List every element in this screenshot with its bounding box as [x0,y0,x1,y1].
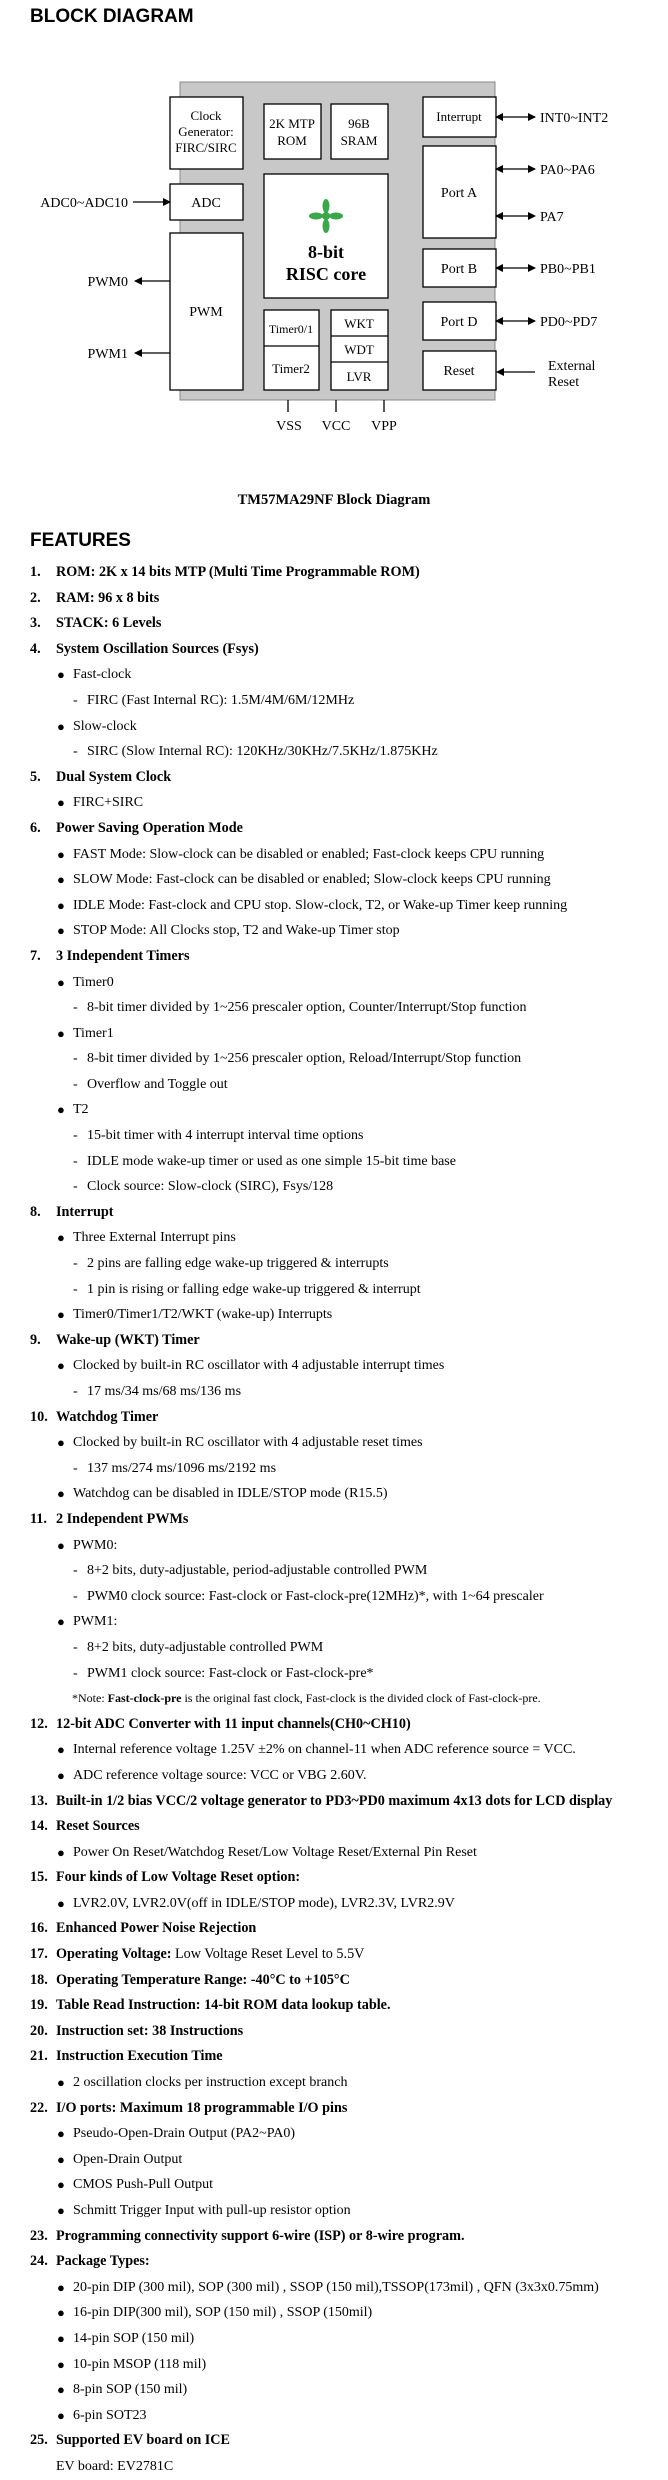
subitem-text: IDLE mode wake-up timer or used as one simple 15-bit time base [87,1153,456,1169]
dash-icon: - [73,1256,78,1272]
clock-gen-label-1: Clock [190,108,222,123]
bullet-icon: ● [57,1307,65,1323]
bullet-text: 20-pin DIP (300 mil), SOP (300 mil) , SSOP (150 mil),TSSOP(173mil) , QFN (3x3x0.75mm) [73,2279,599,2295]
feature-title [56,2096,347,2122]
feature-bullet [0,1737,668,1763]
bullet-icon: ● [57,846,65,862]
feature-note [0,1686,668,1712]
feature-title [56,1942,364,1968]
features-heading: FEATURES [30,530,131,551]
timer01-label: Timer0/1 [268,322,314,336]
feature-subitem [0,1379,668,1405]
feature-subitem [0,1277,668,1303]
feature-subitem [0,1174,668,1200]
bullet-icon: ● [57,667,65,683]
reset-label: Reset [443,364,475,379]
feature-bullet [0,1225,668,1251]
feature-number: 3. [30,615,41,632]
feature-subitem [0,1558,668,1584]
feature-title-text: ROM: 2K x 14 bits MTP (Multi Time Programmable ROM) [56,564,420,580]
diagram-caption: TM57MA29NF Block Diagram [237,492,431,508]
feature-bullet [0,1891,668,1917]
interrupt-label: Interrupt [436,109,482,124]
pa7-signal: PA7 [540,210,564,225]
feature-subitem [0,995,668,1021]
feature-bullet [0,842,668,868]
timer2-label: Timer2 [272,361,310,376]
bullet-text: Watchdog can be disabled in IDLE/STOP mode (R15.5) [73,1486,388,1502]
bullet-icon: ● [57,2407,65,2423]
feature-title-text: Operating Voltage: [56,1946,172,1963]
feature-item [0,1712,668,1789]
feature-title-text: Operating Temperature Range: -40°C to +105°C [56,1971,350,1988]
bullet-text: Open-Drain Output [73,2151,183,2167]
bullet-icon: ● [57,974,65,990]
feature-bullet [0,2070,668,2096]
feature-number: 19. [30,1997,48,2014]
core-label-1: 8-bit [308,242,344,262]
bullet-icon: ● [57,2203,65,2218]
feature-title [56,944,190,970]
sram-block [331,104,388,159]
bullet-text: PWM0: [73,1537,118,1553]
ext-reset-signal-2: Reset [548,375,580,390]
sram-label-2: SRAM [340,133,378,148]
note-text: is the original fast clock, Fast-clock is the divided clock of Fast-clock-pre. [181,1691,541,1706]
feature-title-text: 2 Independent PWMs [56,1510,189,1527]
bullet-icon: ● [57,1844,65,1860]
bullet-text: Power On Reset/Watchdog Reset/Low Voltage Reset/External Pin Reset [73,1844,477,1860]
feature-number: 4. [30,640,41,657]
bullet-text: FIRC+SIRC [73,795,144,811]
plain-text: EV board: EV2781C [56,2458,174,2474]
feature-title-detail: Low Voltage Reset Level to 5.5V [171,1946,365,1963]
feature-bullet [0,970,668,996]
feature-number: 20. [30,2022,48,2039]
core-label-2: RISC core [285,264,367,284]
wdt-label: WDT [344,342,374,357]
pa0-signal: PA0~PA6 [540,163,595,178]
feature-item [0,1993,668,2019]
feature-number: 6. [30,819,41,836]
bullet-text: Timer0/Timer1/T2/WKT (wake-up) Interrupts [73,1307,333,1323]
block-diagram [0,0,668,480]
feature-item [0,1942,668,1968]
feature-title [56,560,420,586]
feature-bullet [0,1609,668,1635]
bullet-icon: ● [57,1435,65,1451]
dash-icon: - [73,1460,78,1476]
feature-subitem [0,1635,668,1661]
pd-signal: PD0~PD7 [540,315,598,330]
feature-bullet [0,790,668,816]
bullet-icon: ● [57,2075,65,2091]
feature-title [56,816,243,842]
feature-subitem [0,739,668,765]
subitem-text: SIRC (Slow Internal RC): 120KHz/30KHz/7.5KHz/1.875KHz [87,744,438,760]
bullet-icon: ● [57,2279,65,2295]
feature-title [56,765,171,791]
feature-item [0,2249,668,2428]
feature-bullet [0,2172,668,2198]
feature-number: 16. [30,1920,48,1937]
bullet-text: IDLE Mode: Fast-clock and CPU stop. Slow-clock, T2, or Wake-up Timer keep running [73,897,568,913]
feature-subitem [0,1584,668,1610]
feature-item [0,2044,668,2095]
feature-number: 10. [30,1408,48,1425]
feature-bullet [0,918,668,944]
feature-title [56,2428,230,2454]
feature-number: 11. [30,1510,47,1527]
bullet-text: Three External Interrupt pins [73,1230,236,1246]
feature-number: 9. [30,1331,41,1348]
feature-subitem [0,1123,668,1149]
feature-item [0,1789,668,1815]
sram-label-1: 96B [348,116,370,131]
feature-title [56,2249,150,2275]
bullet-text: 16-pin DIP(300 mil), SOP (150 mil) , SSOP (150mil) [73,2305,373,2321]
bullet-text: FAST Mode: Slow-clock can be disabled or enabled; Fast-clock keeps CPU running [73,846,545,862]
bullet-icon: ● [57,795,65,811]
dash-icon: - [73,744,78,760]
lvr-label: LVR [346,369,372,384]
feature-number: 18. [30,1971,48,1988]
feature-item [0,2019,668,2045]
feature-item [0,944,668,1200]
feature-bullet [0,2198,668,2224]
feature-item [0,637,668,765]
feature-bullet [0,2147,668,2173]
feature-title-text: 3 Independent Timers [56,947,190,964]
bullet-text: 6-pin SOT23 [73,2407,147,2423]
feature-number: 2. [30,589,41,606]
subitem-text: 8-bit timer divided by 1~256 prescaler option, Counter/Interrupt/Stop function [87,1000,527,1016]
feature-subitem [0,1661,668,1687]
feature-subitem [0,1072,668,1098]
vss-signal: VSS [276,419,302,434]
feature-bullet [0,1353,668,1379]
feature-item [0,816,668,944]
feature-bullet [0,1840,668,1866]
feature-title [56,1789,612,1815]
feature-title [56,637,259,663]
vcc-signal: VCC [321,419,351,434]
feature-bullet [0,2275,668,2301]
port-d-label: Port D [440,315,478,330]
feature-item [0,1328,668,1405]
feature-bullet [0,1302,668,1328]
subitem-text: Overflow and Toggle out [87,1076,228,1092]
feature-item [0,1814,668,1865]
dash-icon: - [73,1281,78,1297]
feature-item [0,2096,668,2224]
feature-bullet [0,2352,668,2378]
feature-title [56,1712,411,1738]
feature-title [56,1328,200,1354]
feature-item [0,1968,668,1994]
feature-bullet [0,662,668,688]
dash-icon: - [73,1588,78,1604]
pwm0-signal: PWM0 [87,275,128,290]
bullet-icon: ● [57,1742,65,1758]
feature-number: 5. [30,768,41,785]
feature-title-text: Dual System Clock [56,768,172,785]
feature-bullet [0,1097,668,1123]
feature-title-text: Programming connectivity support 6-wire (ISP) or 8-wire program. [56,2227,465,2244]
adc-signal: ADC0~ADC10 [40,196,128,211]
port-a-label: Port A [440,186,478,201]
feature-bullet [0,2377,668,2403]
subitem-text: PWM0 clock source: Fast-clock or Fast-clock-pre(12MHz)*, with 1~64 prescaler [87,1588,544,1604]
feature-title-text: Wake-up (WKT) Timer [56,1331,200,1348]
bullet-icon: ● [57,2330,65,2346]
bullet-icon: ● [57,718,65,734]
dash-icon: - [73,1665,78,1681]
subitem-text: 1 pin is rising or falling edge wake-up triggered & interrupt [87,1281,421,1297]
clock-gen-label-3: FIRC/SIRC [175,140,237,155]
bullet-icon: ● [57,2382,65,2398]
feature-item [0,2224,668,2250]
bullet-text: Timer1 [73,1025,114,1041]
feature-bullet [0,1430,668,1456]
int-signal: INT0~INT2 [540,111,609,126]
feature-item [0,1507,668,1712]
feature-title-text: Reset Sources [56,1818,140,1835]
clock-gen-label-2: Generator: [178,124,234,139]
ext-reset-signal-1: External [548,359,596,374]
bullet-text: Schmitt Trigger Input with pull-up resistor option [73,2203,351,2218]
bullet-text: STOP Mode: All Clocks stop, T2 and Wake-up Timer stop [73,923,400,939]
subitem-text: PWM1 clock source: Fast-clock or Fast-clock-pre* [87,1665,374,1681]
bullet-text: Clocked by built-in RC oscillator with 4 adjustable reset times [73,1435,423,1451]
subitem-text: 17 ms/34 ms/68 ms/136 ms [87,1384,242,1399]
bullet-icon: ● [57,1767,65,1783]
dash-icon: - [73,1563,78,1579]
feature-number: 8. [30,1203,41,1220]
bullet-icon: ● [57,1486,65,1502]
feature-title-text: Package Types: [56,2253,150,2270]
adc-label: ADC [191,196,221,211]
wkt-label: WKT [344,316,374,331]
subitem-text: 2 pins are falling edge wake-up triggered & interrupts [87,1256,389,1272]
dash-icon: - [73,1179,78,1195]
subitem-text: 8+2 bits, duty-adjustable controlled PWM [87,1639,324,1655]
features-list [0,560,668,2480]
dash-icon: - [73,1639,78,1655]
bullet-icon: ● [57,1102,65,1118]
feature-bullet [0,893,668,919]
vpp-signal: VPP [371,419,397,434]
bullet-icon: ● [57,2305,65,2321]
feature-text [0,2454,668,2480]
dash-icon: - [73,692,78,708]
bullet-text: ADC reference voltage source: VCC or VBG 2.60V. [73,1767,367,1783]
bullet-icon: ● [57,923,65,939]
feature-number: 7. [30,947,41,964]
feature-subitem [0,688,668,714]
feature-title [56,1405,158,1431]
bullet-icon: ● [57,2177,65,2193]
feature-number: 12. [30,1715,48,1732]
feature-item [0,2428,668,2479]
bullet-icon: ● [57,1230,65,1246]
port-b-label: Port B [440,262,478,277]
feature-number: 1. [30,564,41,580]
feature-title [56,1865,300,1891]
feature-item [0,1865,668,1916]
feature-bullet [0,1021,668,1047]
bullet-text: Timer0 [73,974,114,990]
subitem-text: 8+2 bits, duty-adjustable, period-adjustable controlled PWM [87,1563,428,1579]
feature-subitem [0,1456,668,1482]
feature-number: 24. [30,2253,48,2270]
feature-number: 14. [30,1818,48,1835]
subitem-text: FIRC (Fast Internal RC): 1.5M/4M/6M/12MHz [87,692,355,708]
feature-item [0,560,668,586]
dash-icon: - [73,1051,78,1067]
feature-number: 23. [30,2227,48,2244]
bullet-text: CMOS Push-Pull Output [73,2177,214,2193]
feature-item [0,1200,668,1328]
feature-title-text: STACK: 6 Levels [56,615,162,632]
feature-title-text: Power Saving Operation Mode [56,819,243,836]
feature-subitem [0,1251,668,1277]
subitem-text: 8-bit timer divided by 1~256 prescaler option, Reload/Interrupt/Stop function [87,1051,522,1067]
bullet-text: Slow-clock [73,718,137,734]
feature-title-text: Four kinds of Low Voltage Reset option: [56,1869,301,1886]
feature-title [56,2224,465,2250]
feature-bullet [0,714,668,740]
bullet-icon: ● [57,872,65,888]
bullet-icon: ● [57,2151,65,2167]
feature-title-text: Instruction Execution Time [56,2048,223,2065]
feature-bullet [0,2300,668,2326]
feature-item [0,1405,668,1507]
dash-icon: - [73,1076,78,1092]
block-diagram-heading: BLOCK DIAGRAM [30,6,194,27]
subitem-text: 137 ms/274 ms/1096 ms/2192 ms [87,1460,277,1476]
bullet-icon: ● [57,2356,65,2372]
feature-title-text: System Oscillation Sources (Fsys) [56,640,259,657]
bullet-text: 14-pin SOP (150 mil) [73,2330,195,2346]
feature-bullet [0,1763,668,1789]
feature-title-text: Watchdog Timer [56,1408,159,1425]
feature-title-text: RAM: 96 x 8 bits [56,589,160,606]
bullet-icon: ● [57,897,65,913]
feature-title-text: Interrupt [56,1203,114,1220]
feature-title [56,2044,223,2070]
feature-title-text: Instruction set: 38 Instructions [56,2022,244,2039]
bullet-text: 2 oscillation clocks per instruction except branch [73,2075,348,2091]
feature-title-text: I/O ports: Maximum 18 programmable I/O pins [56,2099,348,2116]
bullet-text: Internal reference voltage 1.25V ±2% on channel-11 when ADC reference source = VCC. [73,1742,576,1758]
bullet-text: PWM1: [73,1614,118,1630]
feature-item [0,1916,668,1942]
bullet-icon: ● [57,1358,65,1374]
bullet-text: 10-pin MSOP (118 mil) [73,2356,207,2372]
bullet-icon: ● [57,2126,65,2142]
feature-title [56,1814,140,1840]
bullet-text: LVR2.0V, LVR2.0V(off in IDLE/STOP mode), LVR2.3V, LVR2.9V [73,1895,455,1911]
feature-number: 25. [30,2432,48,2449]
feature-bullet [0,2121,668,2147]
bullet-text: Fast-clock [73,667,132,683]
pwm1-signal: PWM1 [87,347,128,362]
bullet-icon: ● [57,1025,65,1041]
bullet-text: T2 [73,1102,89,1118]
dash-icon: - [73,1384,78,1399]
bullet-icon: ● [57,1614,65,1630]
dash-icon: - [73,1000,78,1016]
feature-title [56,1200,114,1226]
feature-item [0,765,668,816]
feature-number: 22. [30,2099,48,2116]
feature-title-text: Supported EV board on ICE [56,2432,230,2449]
feature-bullet [0,2403,668,2429]
feature-title [56,1507,188,1533]
note-prefix: *Note: [72,1691,108,1706]
feature-title-text: Built-in 1/2 bias VCC/2 voltage generator to PD3~PD0 maximum 4x13 dots for LCD display [56,1792,613,1809]
feature-bullet [0,867,668,893]
feature-subitem [0,1149,668,1175]
bullet-text: 8-pin SOP (150 mil) [73,2382,188,2398]
feature-item [0,586,668,612]
feature-bullet [0,1533,668,1559]
feature-number: 13. [30,1792,48,1809]
feature-item [0,611,668,637]
pwm-label: PWM [189,305,223,320]
rom-block [264,104,321,159]
feature-title [56,1968,350,1994]
subitem-text: 15-bit timer with 4 interrupt interval time options [87,1128,364,1144]
note-term: Fast-clock-pre [107,1691,182,1706]
bullet-icon: ● [57,1895,65,1911]
pb-signal: PB0~PB1 [540,262,596,277]
feature-number: 15. [30,1869,48,1886]
feature-number: 21. [30,2048,48,2065]
feature-number: 17. [30,1946,48,1963]
feature-bullet [0,1481,668,1507]
feature-title [56,2019,243,2045]
bullet-text: Clocked by built-in RC oscillator with 4 adjustable interrupt times [73,1358,445,1374]
feature-subitem [0,1046,668,1072]
dash-icon: - [73,1128,78,1144]
bullet-text: SLOW Mode: Fast-clock can be disabled or enabled; Slow-clock keeps CPU running [73,872,551,888]
rom-label-1: 2K MTP [269,116,315,131]
feature-title [56,611,161,637]
feature-title [56,1916,256,1942]
subitem-text: Clock source: Slow-clock (SIRC), Fsys/128 [87,1179,334,1195]
feature-bullet [0,2326,668,2352]
bullet-text: Pseudo-Open-Drain Output (PA2~PA0) [73,2126,295,2142]
feature-title-text: Table Read Instruction: 14-bit ROM data lookup table. [56,1997,391,2014]
bullet-icon: ● [57,1537,65,1553]
rom-label-2: ROM [277,133,307,148]
feature-title [56,1993,391,2019]
feature-title-text: 12-bit ADC Converter with 11 input channels(CH0~CH10) [56,1715,411,1732]
feature-title-text: Enhanced Power Noise Rejection [56,1920,257,1937]
dash-icon: - [73,1153,78,1169]
feature-title [56,586,159,612]
